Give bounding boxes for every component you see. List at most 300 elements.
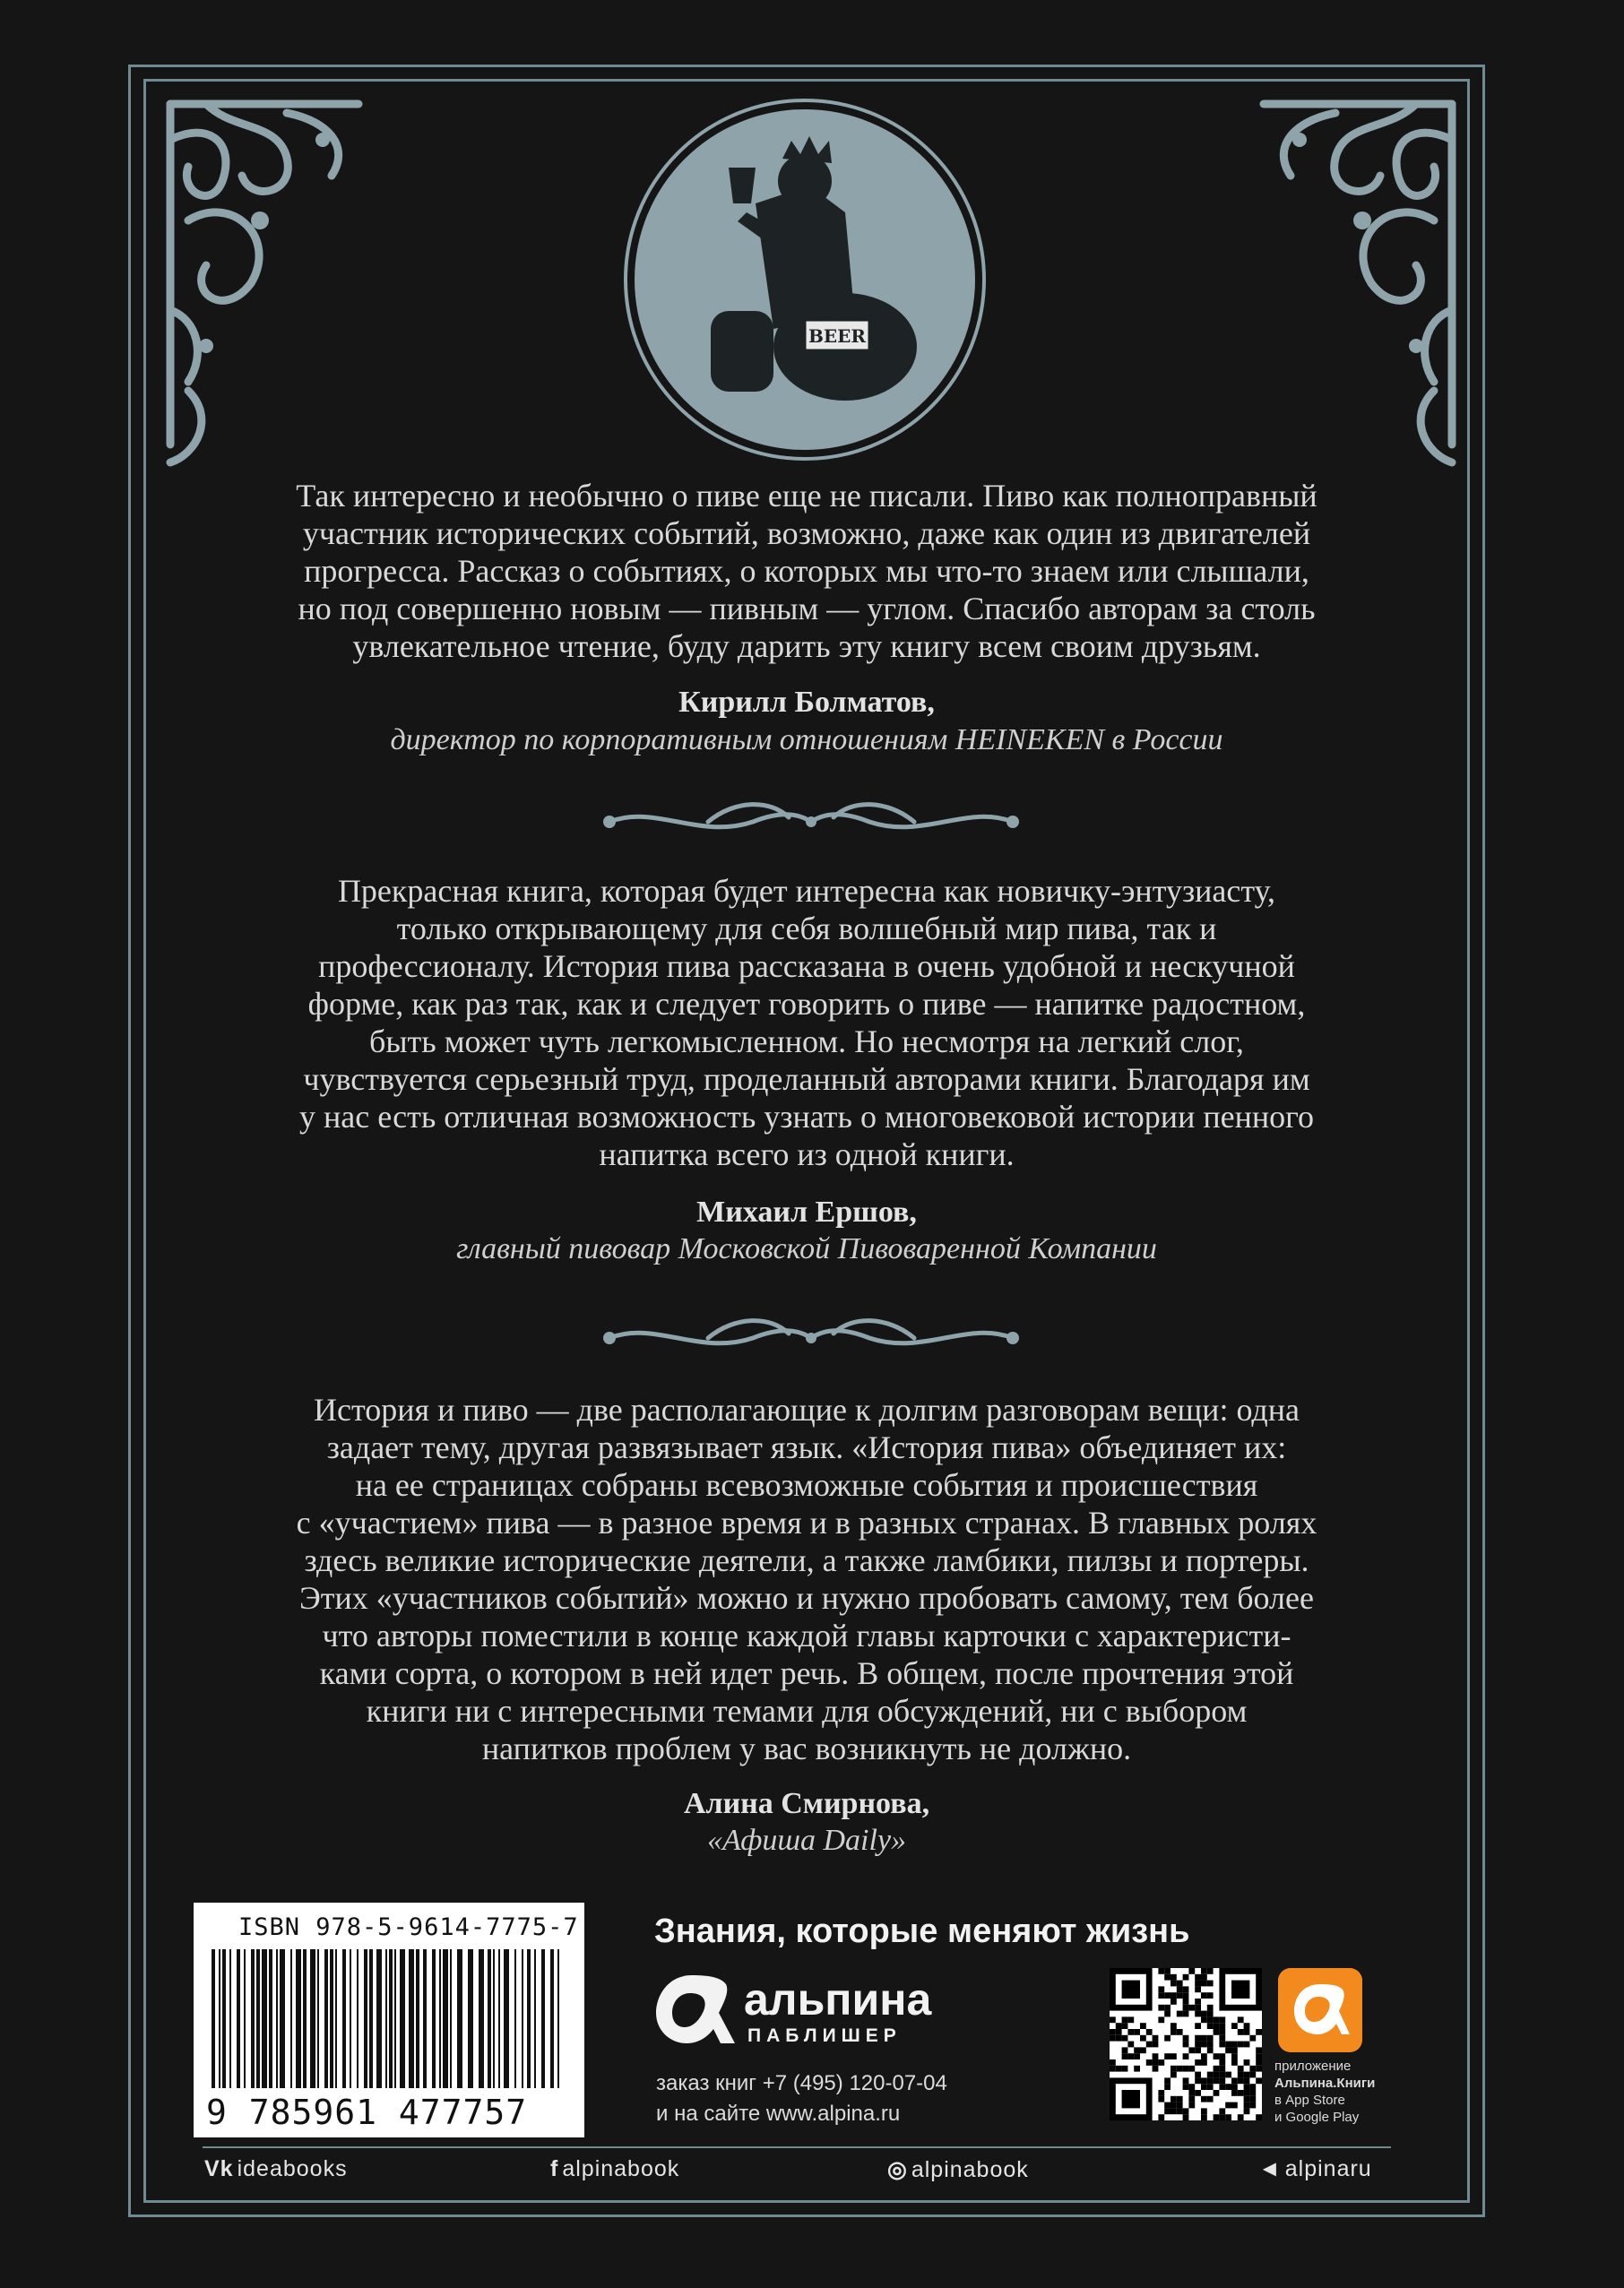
barcode-bar <box>522 1949 523 2088</box>
barcode-bar <box>541 1949 545 2088</box>
qr-module <box>1146 2042 1153 2048</box>
qr-module <box>1164 2108 1170 2114</box>
barcode-bar <box>229 1949 231 2088</box>
quote-line: История и пиво — две располагающие к долгим разговорам вещи: одна <box>314 1392 1300 1428</box>
order-phone: заказ книг +7 (495) 120-07-04 <box>656 2071 947 2095</box>
barcode-bars <box>206 1949 572 2093</box>
qr-module <box>1201 2053 1207 2059</box>
quote-line: только открывающему для себя волшебный мир пива, так и <box>396 911 1217 946</box>
qr-module <box>1249 2072 1256 2078</box>
barcode-bar <box>504 1949 509 2088</box>
qr-module <box>1219 2016 1225 2023</box>
quote-line: профессионалу. История пива рассказана в очень удобной и нескучной <box>318 948 1295 984</box>
qr-module <box>1116 2066 1122 2072</box>
review-author-role-3: «Афиша Daily» <box>706 1824 907 1857</box>
qr-module <box>1225 2114 1231 2120</box>
qr-module <box>1244 2023 1250 2029</box>
barcode-bar <box>335 1949 337 2088</box>
barcode-bar <box>303 1949 307 2088</box>
barcode-bar <box>317 1949 319 2088</box>
qr-module <box>1201 1968 1207 1974</box>
qr-module <box>1256 2066 1262 2072</box>
qr-module <box>1195 2059 1201 2066</box>
barcode-bar <box>251 1949 255 2088</box>
qr-module <box>1207 2023 1214 2029</box>
barcode-bar <box>364 1949 367 2088</box>
qr-module <box>1188 2066 1195 2072</box>
qr-module <box>1195 2011 1201 2017</box>
barcode-bar <box>527 1949 531 2088</box>
qr-module <box>1170 2023 1177 2029</box>
app-text-line: Альпина.Книги <box>1274 2076 1376 2091</box>
qr-module <box>1110 2066 1116 2072</box>
qr-module <box>1238 2072 1244 2078</box>
qr-module <box>1110 2029 1116 2035</box>
qr-module <box>1219 2084 1225 2090</box>
qr-module <box>1183 1974 1189 1981</box>
qr-module <box>1225 2072 1231 2078</box>
review-author-3: Алина Смирнова, <box>683 1787 930 1820</box>
qr-module <box>1164 2077 1170 2084</box>
qr-module <box>1214 2077 1220 2084</box>
barcode-bar <box>493 1949 495 2088</box>
quote-line: ками сорта, о котором в ней идет речь. В общем, после прочтения этой <box>319 1655 1294 1691</box>
social-handle: alpinaru <box>1284 2156 1372 2181</box>
qr-module <box>1177 2066 1183 2072</box>
telegram-icon: ◄ <box>1258 2156 1282 2181</box>
quote-line: напитка всего из одной книги. <box>599 1136 1015 1172</box>
barcode-bar <box>416 1949 419 2088</box>
quote-line: прогресса. Рассказ о событиях, о которых мы что-то знаем или слышали, <box>304 553 1309 589</box>
qr-module <box>1231 2047 1238 2053</box>
qr-module <box>1188 2090 1195 2096</box>
qr-module <box>1122 2047 1128 2053</box>
qr-module <box>1158 2090 1164 2096</box>
qr-module <box>1249 2066 1256 2072</box>
qr-module <box>1170 2072 1177 2078</box>
qr-module <box>1122 2053 1128 2059</box>
barcode-bar <box>550 1949 554 2088</box>
qr-module <box>1225 2047 1231 2053</box>
qr-finder <box>1231 1981 1249 1999</box>
review-author-2: Михаил Ершов, <box>696 1196 917 1229</box>
qr-module <box>1195 1974 1201 1981</box>
qr-module <box>1153 2066 1159 2072</box>
qr-module <box>1256 2114 1262 2120</box>
qr-module <box>1195 2035 1201 2042</box>
quote-line: увлекательное чтение, буду дарить эту книгу всем своим друзьям. <box>352 628 1261 664</box>
qr-finder <box>1122 1981 1140 1999</box>
qr-module <box>1195 1986 1201 1992</box>
qr-module <box>1134 2053 1140 2059</box>
barcode-bar <box>443 1949 448 2088</box>
barcode-bar <box>450 1949 452 2088</box>
social-divider <box>203 2146 1391 2148</box>
qr-module <box>1244 2090 1250 2096</box>
barcode-bar <box>423 1949 427 2088</box>
app-text-line: приложение <box>1274 2059 1352 2074</box>
qr-module <box>1244 2102 1250 2109</box>
qr-module <box>1201 2096 1207 2102</box>
qr-module <box>1195 1999 1201 2005</box>
barcode-bar <box>342 1949 346 2088</box>
qr-module <box>1127 2042 1134 2048</box>
barcode-bar <box>385 1949 387 2088</box>
qr-module <box>1207 2016 1214 2023</box>
qr-module <box>1188 2096 1195 2102</box>
review-quote-1 <box>179 477 1434 665</box>
qr-module <box>1177 1986 1183 1992</box>
barcode-bar <box>330 1949 333 2088</box>
qr-module <box>1158 1986 1164 1992</box>
quote-line: здесь великие исторические деятели, а также ламбики, пилзы и портеры. <box>304 1542 1309 1578</box>
qr-module <box>1219 2042 1225 2048</box>
qr-module <box>1207 2077 1214 2084</box>
quote-line: чувствуется серьезный труд, проделанный авторами книги. Благодаря им <box>303 1061 1310 1097</box>
qr-module <box>1214 2016 1220 2023</box>
qr-module <box>1170 2053 1177 2059</box>
review-author-role-1: директор по корпоративным отношениям HEINEKEN в России <box>390 723 1223 756</box>
app-text-line: в App Store <box>1274 2093 1345 2108</box>
qr-module <box>1158 2059 1164 2066</box>
qr-module <box>1164 2011 1170 2017</box>
qr-module <box>1201 2077 1207 2084</box>
qr-module <box>1225 2084 1231 2090</box>
qr-module <box>1183 2035 1189 2042</box>
qr-module <box>1207 2042 1214 2048</box>
qr-module <box>1207 2096 1214 2102</box>
barcode-bar <box>468 1949 473 2088</box>
barcode-bar <box>479 1949 484 2088</box>
qr-module <box>1164 2035 1170 2042</box>
qr-module <box>1164 2102 1170 2109</box>
qr-module <box>1207 2011 1214 2017</box>
qr-module <box>1164 1968 1170 1974</box>
social-telegram[interactable] <box>1258 2156 1372 2182</box>
qr-module <box>1195 2090 1201 2096</box>
qr-module <box>1244 2042 1250 2048</box>
barcode-bar <box>310 1949 315 2088</box>
qr-module <box>1153 2059 1159 2066</box>
qr-module <box>1219 2114 1225 2120</box>
barcode-bar <box>357 1949 358 2088</box>
qr-module <box>1188 2102 1195 2109</box>
quote-line: с «участием» пива — в разное время и в разных странах. В главных ролях <box>296 1505 1317 1541</box>
qr-module <box>1110 2059 1116 2066</box>
social-handle: ideabooks <box>237 2156 348 2181</box>
barcode-bar <box>457 1949 462 2088</box>
social-handle: alpinabook <box>911 2156 1029 2182</box>
qr-module <box>1134 2047 1140 2053</box>
qr-module <box>1201 2114 1207 2120</box>
qr-module <box>1183 2011 1189 2017</box>
qr-module <box>1244 2077 1250 2084</box>
app-text-line: и Google Play <box>1274 2110 1360 2125</box>
qr-module <box>1249 2084 1256 2090</box>
qr-module <box>1231 2077 1238 2084</box>
qr-module <box>1244 2029 1250 2035</box>
qr-module <box>1207 2084 1214 2090</box>
svg-text:альпина: альпина <box>744 1974 932 2025</box>
qr-module <box>1244 2108 1250 2114</box>
review-author-1: Кирилл Болматов, <box>678 686 935 719</box>
qr-module <box>1195 2023 1201 2029</box>
qr-module <box>1153 2053 1159 2059</box>
instagram-icon: ◎ <box>887 2157 908 2182</box>
qr-module <box>1188 2084 1195 2090</box>
qr-module <box>1231 2059 1238 2066</box>
quote-line: форме, как раз так, как и следует говорить о пиве — напитке радостном, <box>307 986 1306 1022</box>
svg-text:ПАБЛИШЕР: ПАБЛИШЕР <box>747 2025 902 2046</box>
barcode-bar <box>409 1949 414 2088</box>
qr-module <box>1164 1974 1170 1981</box>
qr-module <box>1195 2005 1201 2011</box>
qr-module <box>1164 2084 1170 2090</box>
barcode-bar <box>400 1949 405 2088</box>
qr-module <box>1244 2059 1250 2066</box>
qr-module <box>1244 2096 1250 2102</box>
qr-module <box>1214 2090 1220 2096</box>
qr-module <box>1134 2029 1140 2035</box>
isbn-number: ISBN 978-5-9614-7775-7 <box>238 1913 579 1941</box>
quote-line: Так интересно и необычно о пиве еще не писали. Пиво как полноправный <box>296 478 1317 514</box>
barcode-bar <box>212 1949 215 2088</box>
qr-module <box>1127 2016 1134 2023</box>
barcode-bar <box>262 1949 267 2088</box>
qr-module <box>1231 2102 1238 2109</box>
barcode-bar <box>376 1949 382 2088</box>
qr-module <box>1249 2096 1256 2102</box>
qr-module <box>1122 2035 1128 2042</box>
barcode-bar <box>557 1949 559 2088</box>
qr-module <box>1238 2066 1244 2072</box>
barcode-bar <box>488 1949 491 2088</box>
qr-module <box>1127 2053 1134 2059</box>
qr-module <box>1177 2108 1183 2114</box>
qr-module <box>1225 2102 1231 2109</box>
qr-module <box>1183 2042 1189 2048</box>
quote-line: напитков проблем у вас возникнуть не должно. <box>481 1731 1132 1766</box>
qr-module <box>1177 2096 1183 2102</box>
qr-module <box>1177 1992 1183 1999</box>
qr-module <box>1231 2084 1238 2090</box>
qr-module <box>1177 2102 1183 2109</box>
quote-line: участник исторических событий, возможно, даже как один из двигателей <box>302 515 1311 551</box>
barcode-bar <box>256 1949 260 2088</box>
barcode-bar <box>219 1949 220 2088</box>
alpina-app-icon <box>1278 1968 1362 2052</box>
qr-module <box>1195 2077 1201 2084</box>
qr-module <box>1219 2072 1225 2078</box>
qr-module <box>1256 2077 1262 2084</box>
qr-module <box>1201 2084 1207 2090</box>
ornament-divider-icon <box>600 795 1022 849</box>
qr-module <box>1170 1974 1177 1981</box>
barcode-bar <box>439 1949 441 2088</box>
qr-module <box>1164 1992 1170 1999</box>
barcode-bar <box>534 1949 536 2088</box>
barcode-bar <box>290 1949 292 2088</box>
qr-module <box>1219 2066 1225 2072</box>
qr-code <box>1110 1968 1262 2120</box>
qr-module <box>1170 1992 1177 1999</box>
qr-module <box>1188 2005 1195 2011</box>
barcode-bar <box>369 1949 373 2088</box>
qr-module <box>1158 2005 1164 2011</box>
barcode-bar <box>394 1949 396 2088</box>
qr-module <box>1158 1992 1164 1999</box>
qr-module <box>1256 2059 1262 2066</box>
qr-module <box>1219 2077 1225 2084</box>
qr-module <box>1201 2108 1207 2114</box>
qr-module <box>1122 2066 1128 2072</box>
qr-module <box>1231 2053 1238 2059</box>
qr-module <box>1219 2029 1225 2035</box>
qr-module <box>1170 2029 1177 2035</box>
qr-module <box>1219 2035 1225 2042</box>
qr-module <box>1214 2053 1220 2059</box>
qr-module <box>1140 2047 1146 2053</box>
qr-module <box>1238 2090 1244 2096</box>
barcode-bar <box>432 1949 436 2088</box>
qr-module <box>1256 2029 1262 2035</box>
qr-module <box>1249 2035 1256 2042</box>
qr-module <box>1170 2096 1177 2102</box>
qr-module <box>1238 2077 1244 2084</box>
qr-module <box>1219 2059 1225 2066</box>
qr-module <box>1207 1981 1214 1987</box>
qr-module <box>1238 2114 1244 2120</box>
qr-module <box>1170 2108 1177 2114</box>
qr-module <box>1201 1992 1207 1999</box>
qr-module <box>1183 2005 1189 2011</box>
barcode-bar <box>244 1949 246 2088</box>
qr-module <box>1207 2072 1214 2078</box>
qr-module <box>1219 2053 1225 2059</box>
social-facebook[interactable] <box>550 2156 679 2182</box>
qr-module <box>1231 2090 1238 2096</box>
qr-module <box>1225 2042 1231 2048</box>
qr-module <box>1140 2035 1146 2042</box>
qr-module <box>1158 2096 1164 2102</box>
qr-module <box>1231 2023 1238 2029</box>
ornament-divider-icon <box>600 1311 1022 1365</box>
qr-module <box>1238 2042 1244 2048</box>
qr-module <box>1214 2114 1220 2120</box>
qr-module <box>1195 2047 1201 2053</box>
qr-module <box>1207 2005 1214 2011</box>
qr-module <box>1214 2029 1220 2035</box>
barcode-bar <box>222 1949 226 2088</box>
facebook-icon: f <box>550 2156 559 2181</box>
barcode-bar <box>276 1949 278 2088</box>
qr-module <box>1207 2047 1214 2053</box>
qr-module <box>1183 1992 1189 1999</box>
app-download-text <box>1274 2058 1375 2126</box>
qr-module <box>1231 2042 1238 2048</box>
qr-module <box>1116 2023 1122 2029</box>
qr-module <box>1244 2084 1250 2090</box>
qr-module <box>1164 2005 1170 2011</box>
qr-module <box>1201 1981 1207 1987</box>
quote-line: книги ни с интересными темами для обсуждений, ни с выбором <box>366 1693 1248 1729</box>
quote-line: Прекрасная книга, которая будет интересна как новичку-энтузиасту, <box>337 873 1276 909</box>
review-author-role-2: главный пивовар Московской Пивоваренной Компании <box>456 1232 1157 1265</box>
qr-module <box>1134 2066 1140 2072</box>
qr-module <box>1201 2042 1207 2048</box>
social-vk[interactable] <box>204 2156 348 2182</box>
barcode-bar <box>498 1949 500 2088</box>
qr-module <box>1201 2011 1207 2017</box>
alpina-publisher-logo <box>654 1968 977 2049</box>
qr-module <box>1177 1981 1183 1987</box>
quote-line: у нас есть отличная возможность узнать о многовековой истории пенного <box>299 1099 1314 1135</box>
qr-finder <box>1122 2090 1140 2108</box>
barcode-bar <box>324 1949 328 2088</box>
qr-module <box>1195 2072 1201 2078</box>
ornament-corner-right-icon <box>1120 86 1470 480</box>
qr-module <box>1158 2016 1164 2023</box>
qr-module <box>1214 2023 1220 2029</box>
barcode-bar <box>280 1949 285 2088</box>
qr-module <box>1158 1968 1164 1974</box>
qr-module <box>1122 2023 1128 2029</box>
social-handle: alpinabook <box>562 2156 680 2181</box>
qr-module <box>1122 2016 1128 2023</box>
qr-module <box>1214 2072 1220 2078</box>
qr-module <box>1201 2035 1207 2042</box>
barcode-bar <box>296 1949 301 2088</box>
qr-module <box>1140 2023 1146 2029</box>
review-quote-2 <box>179 872 1434 1173</box>
qr-module <box>1183 2066 1189 2072</box>
qr-module <box>1146 2059 1153 2066</box>
qr-module <box>1153 2035 1159 2042</box>
barcode-bar <box>350 1949 351 2088</box>
quote-line: быть может чуть легкомысленном. Но несмотря на легкий слог, <box>369 1023 1244 1059</box>
qr-module <box>1256 2047 1262 2053</box>
barcode-bar <box>389 1949 393 2088</box>
qr-module <box>1127 2029 1134 2035</box>
qr-module <box>1201 2059 1207 2066</box>
order-website: и на сайте www.alpina.ru <box>656 2102 901 2126</box>
qr-module <box>1214 2066 1220 2072</box>
qr-module <box>1195 1981 1201 1987</box>
vk-icon: Vk <box>204 2156 234 2181</box>
qr-module <box>1219 2023 1225 2029</box>
social-instagram[interactable] <box>887 2156 1029 2183</box>
qr-module <box>1177 2011 1183 2017</box>
qr-module <box>1183 2114 1189 2120</box>
qr-module <box>1170 2102 1177 2109</box>
qr-module <box>1177 2029 1183 2035</box>
qr-module <box>1188 2047 1195 2053</box>
review-quote-3 <box>179 1391 1434 1767</box>
qr-module <box>1256 2053 1262 2059</box>
qr-module <box>1201 2016 1207 2023</box>
qr-module <box>1238 2029 1244 2035</box>
qr-module <box>1146 2029 1153 2035</box>
qr-module <box>1153 2042 1159 2048</box>
qr-module <box>1170 1981 1177 1987</box>
quote-line: что авторы поместили в конце каждой главы карточки с характеристи- <box>322 1618 1291 1653</box>
qr-module <box>1238 2016 1244 2023</box>
qr-module <box>1188 1968 1195 1974</box>
qr-module <box>1164 2053 1170 2059</box>
qr-module <box>1170 2066 1177 2072</box>
barcode-digits: 9 785961 477757 <box>206 2093 528 2132</box>
barcode-bar <box>237 1949 240 2088</box>
